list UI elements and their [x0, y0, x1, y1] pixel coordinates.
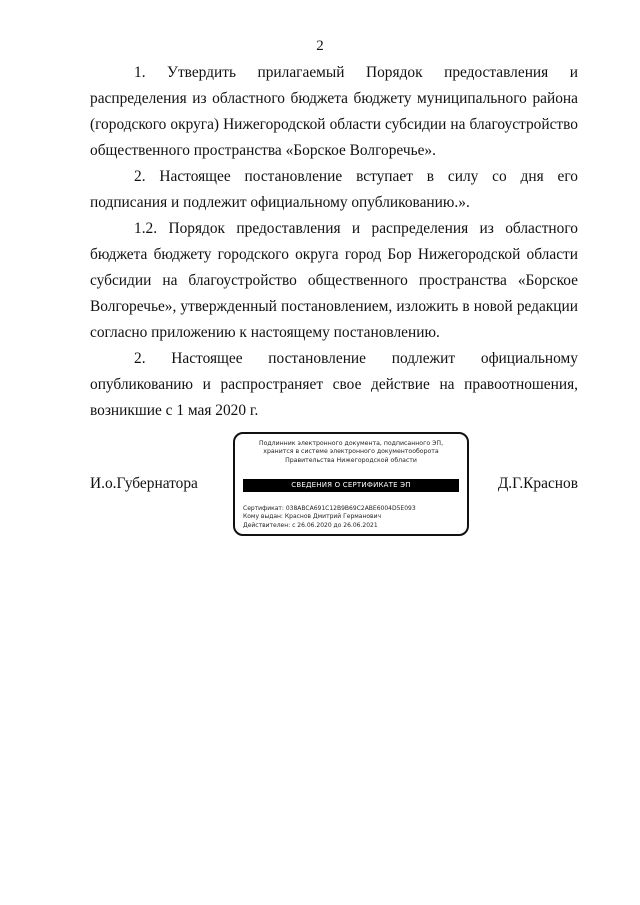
paragraph-effective-date: 2. Настоящее постановление вступает в силу со дня его подписания и подлежит официальному опубликованию.».: [90, 168, 578, 211]
certificate-row: [243, 505, 461, 513]
paragraph-publication: 2. Настоящее постановление подлежит официальному опубликованию и распространяет свое действие на правоотношения, возникшие с 1 мая 2020 г.: [90, 350, 578, 419]
stamp-header: [243, 440, 459, 465]
certificate-label: Сертификат:: [243, 505, 284, 512]
validity-label: Действителен:: [243, 521, 291, 529]
issued-to-value: Краснов Дмитрий Германович: [284, 513, 382, 521]
stamp-header-line: хранится в системе электронного документооборота: [263, 448, 439, 456]
issued-to-row: [243, 513, 461, 521]
issued-to-label: Кому выдан:: [243, 513, 283, 521]
stamp-certificate-info: [243, 505, 461, 530]
stamp-banner: СВЕДЕНИЯ О СЕРТИФИКАТЕ ЭП: [243, 479, 459, 492]
signature-block: [0, 432, 640, 542]
paragraph-order-revision: 1.2. Порядок предоставления и распределения из областного бюджета бюджету городского округа город Бор Нижегородской области субсидии на благоустройство общественного пространства «Борское Волгоречье», утвержденный постановлением, изложить в новой редакции согласно приложению к настоящему постановлению.: [90, 220, 578, 341]
signatory-title: И.о.Губернатора: [90, 475, 198, 492]
validity-row: [243, 522, 461, 530]
paragraph-approve-order: 1. Утвердить прилагаемый Порядок предоставления и распределения из областного бюджета бюджету муниципального района (городского округа) Нижегородской области субсидии на благоустройство общественного пространства «Борское Волгоречье».: [90, 64, 578, 159]
validity-value: с 26.06.2020 до 26.06.2021: [292, 521, 378, 529]
stamp-header-line: Правительства Нижегородской области: [285, 456, 417, 464]
certificate-value: 038ABCA691C12B9B69C2ABE6004D5E093: [285, 505, 416, 512]
document-body: [90, 60, 578, 424]
stamp-header-line: Подлинник электронного документа, подписанного ЭП,: [258, 440, 444, 447]
electronic-signature-stamp: [233, 432, 469, 536]
signatory-name: Д.Г.Краснов: [497, 475, 578, 492]
page-number: 2: [316, 38, 324, 54]
